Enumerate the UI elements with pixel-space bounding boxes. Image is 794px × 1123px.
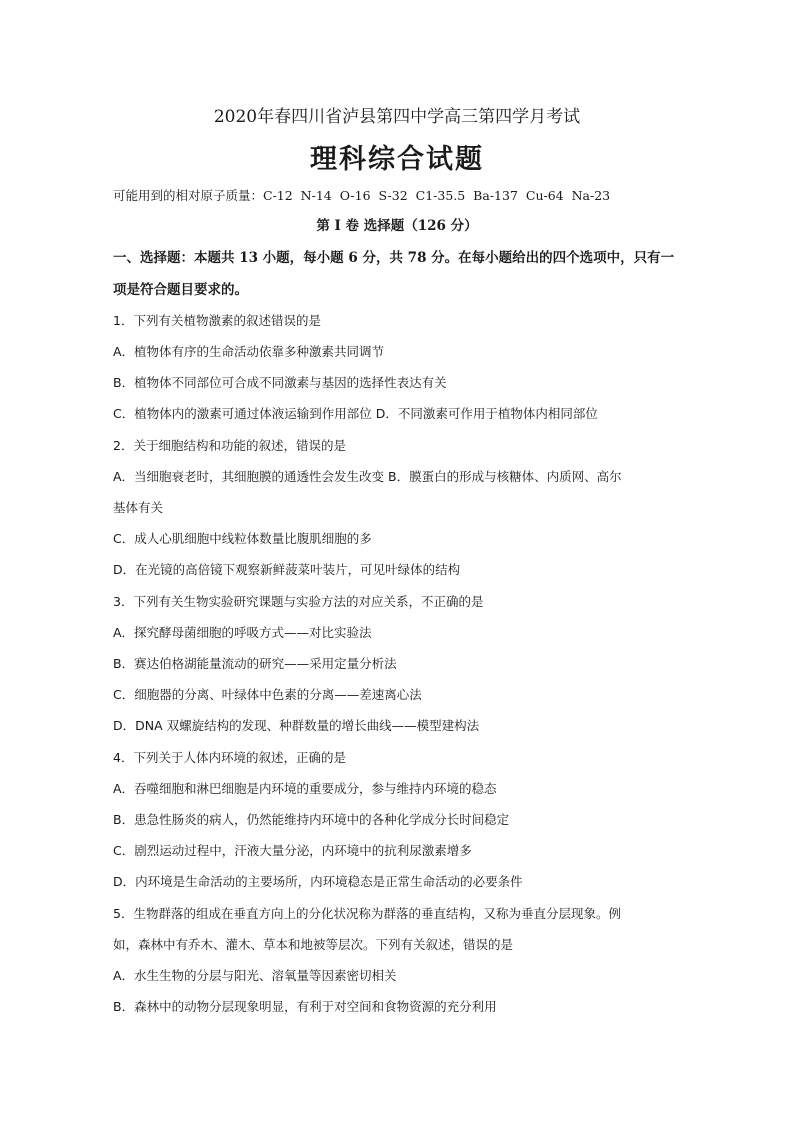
section-instructions-line-1: 一、选择题：本题共 13 小题，每小题 6 分，共 78 分。在每小题给出的四个选项中，只有一 bbox=[113, 250, 675, 266]
question-5-stem: 5．生物群落的组成在垂直方向上的分化状况称为群落的垂直结构，又称为垂直分层现象。例 bbox=[113, 906, 621, 921]
question-2-option-d: D．在光镜的高倍镜下观察新鲜菠菜叶装片，可见叶绿体的结构 bbox=[113, 562, 461, 577]
question-1-stem: 1．下列有关植物激素的叙述错误的是 bbox=[113, 313, 321, 328]
part-title: 第 I 卷 选择题（126 分） bbox=[316, 218, 478, 234]
question-4-option-d: D．内环境是生命活动的主要场所，内环境稳态是正常生命活动的必要条件 bbox=[113, 874, 523, 889]
question-1-option-a: A．植物体有序的生命活动依靠多种激素共同调节 bbox=[113, 344, 385, 359]
question-1-option-b: B．植物体不同部位可合成不同激素与基因的选择性表达有关 bbox=[113, 375, 447, 390]
exam-title: 2020年春四川省泸县第四中学高三第四学月考试 bbox=[213, 107, 581, 127]
question-3-option-a: A．探究酵母菌细胞的呼吸方式——对比实验法 bbox=[113, 625, 372, 640]
question-1-option-cd: C．植物体内的激素可通过体液运输到作用部位 D．不同激素可作用于植物体内相同部位 bbox=[113, 406, 598, 421]
question-3-option-d: D．DNA 双螺旋结构的发现、种群数量的增长曲线——模型建构法 bbox=[113, 718, 480, 733]
question-5-option-a: A．水生生物的分层与阳光、溶氧量等因素密切相关 bbox=[113, 968, 397, 983]
section-instructions-line-2: 项是符合题目要求的。 bbox=[113, 282, 248, 298]
question-2-option-c: C．成人心肌细胞中线粒体数量比腹肌细胞的多 bbox=[113, 531, 372, 546]
question-3-stem: 3．下列有关生物实验研究课题与实验方法的对应关系，不正确的是 bbox=[113, 594, 484, 609]
question-4-option-b: B．患急性肠炎的病人，仍然能维持内环境中的各种化学成分长时间稳定 bbox=[113, 812, 510, 827]
question-2-stem: 2．关于细胞结构和功能的叙述，错误的是 bbox=[113, 438, 346, 453]
question-4-option-c: C．剧烈运动过程中，汗液大量分泌，内环境中的抗利尿激素增多 bbox=[113, 843, 472, 858]
question-2-option-ab: A．当细胞衰老时，其细胞膜的通透性会发生改变 B．膜蛋白的形成与核糖体、内质网、高尔 bbox=[113, 469, 622, 484]
question-5-stem-cont: 如，森林中有乔木、灌木、草本和地被等层次。下列有关叙述，错误的是 bbox=[113, 937, 514, 952]
question-4-stem: 4．下列关于人体内环境的叙述，正确的是 bbox=[113, 750, 346, 765]
question-5-option-b: B．森林中的动物分层现象明显，有利于对空间和食物资源的充分利用 bbox=[113, 999, 497, 1014]
question-2-option-b-cont: 基体有关 bbox=[113, 500, 164, 515]
subject-title: 理科综合试题 bbox=[310, 144, 484, 175]
question-4-option-a: A．吞噬细胞和淋巴细胞是内环境的重要成分，参与维持内环境的稳态 bbox=[113, 781, 497, 796]
question-3-option-b: B．赛达伯格湖能量流动的研究——采用定量分析法 bbox=[113, 656, 397, 671]
question-3-option-c: C．细胞器的分离、叶绿体中色素的分离——差速离心法 bbox=[113, 687, 422, 702]
atomic-masses-line: 可能用到的相对原子质量：C-12 N-14 O-16 S-32 C1-35.5 Ba-137 Cu-64 Na-23 bbox=[113, 188, 611, 203]
